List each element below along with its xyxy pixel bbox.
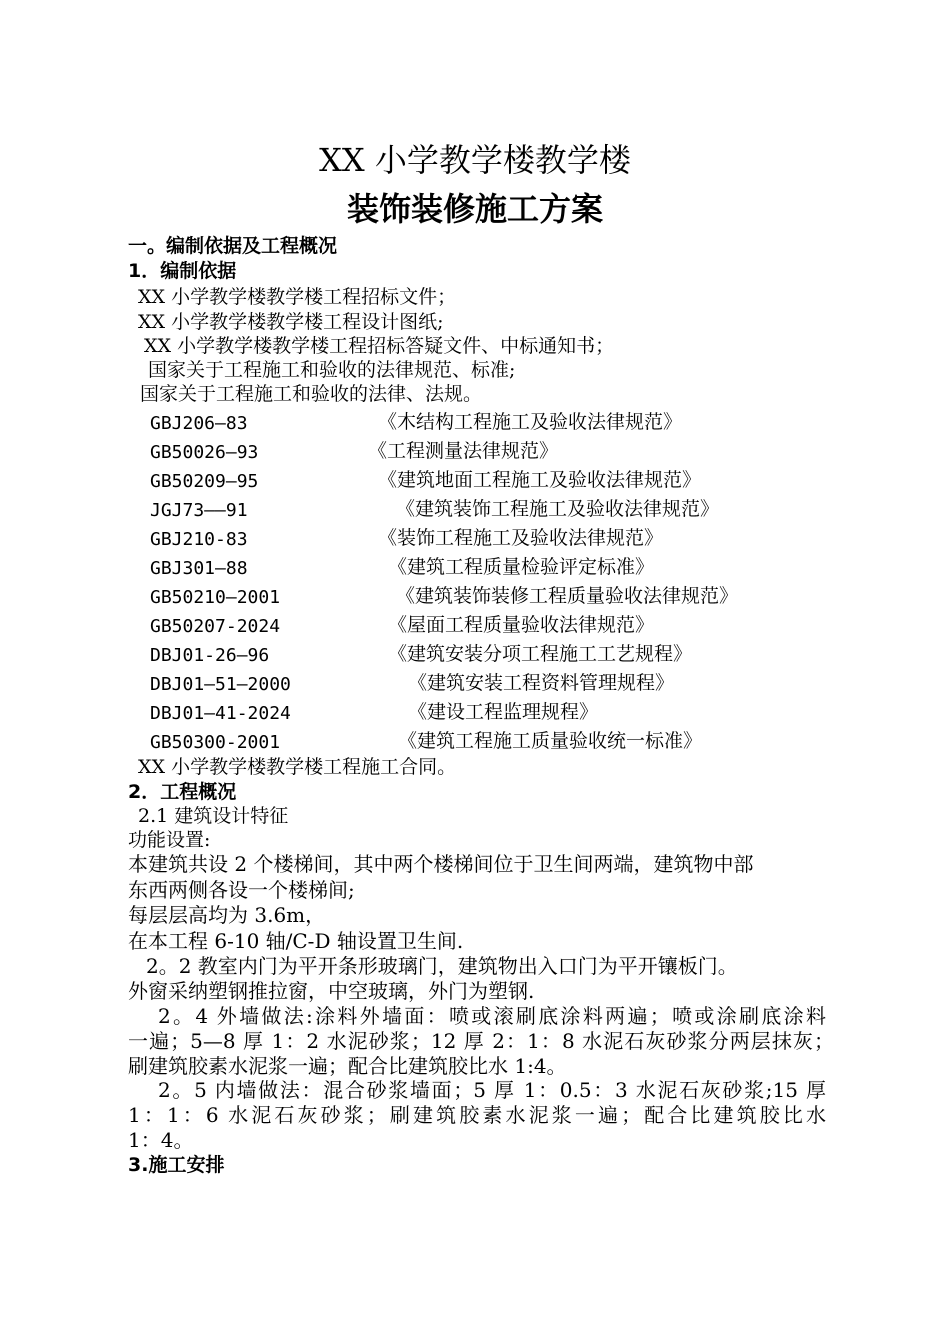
standard-code: GB50026—93 (150, 442, 259, 463)
function-label: 功能设置: (128, 829, 211, 851)
subsection-heading-arrangement: 3.施工安排 (128, 1154, 225, 1176)
standard-code: GB50300-2001 (150, 732, 281, 753)
paragraph-outer-wall-line3: 刷建筑胶素水泥浆一遍；配合比建筑胶比水 1:4。 (128, 1054, 567, 1078)
subsection-heading-overview: 2．工程概况 (128, 781, 237, 803)
standard-name: 《屋面工程质量验收法律规范》 (388, 614, 655, 636)
paragraph-doors: 2。2 教室内门为平开条形玻璃门，建筑物出入口门为平开镶板门。 (146, 954, 738, 978)
standard-code: GBJ206—83 (150, 413, 248, 434)
paragraph-inner-wall-line2: 1：1：6 水泥石灰砂浆；刷建筑胶素水泥浆一遍；配合比建筑胶比水 (128, 1103, 826, 1127)
standard-code: GBJ301—88 (150, 558, 248, 579)
standard-code: GB50210—2001 (150, 587, 281, 608)
document-title-line1: XX 小学教学楼教学楼 (319, 141, 631, 179)
paragraph-toilet: 在本工程 6-10 轴/C-D 轴设置卫生间. (128, 929, 464, 953)
standard-name: 《工程测量法律规范》 (368, 440, 559, 462)
standard-code: DBJ01-26—96 (150, 645, 270, 666)
basis-item: XX 小学教学楼教学楼工程设计图纸; (138, 311, 444, 333)
standard-name: 《建设工程监理规程》 (408, 701, 599, 723)
standard-name: 《建筑安装工程资料管理规程》 (408, 672, 675, 694)
standard-code: DBJ01—51—2000 (150, 674, 291, 695)
standard-code: GB50209—95 (150, 471, 259, 492)
standard-name: 《建筑装饰工程施工及验收法律规范》 (396, 498, 720, 520)
standard-name: 《木结构工程施工及验收法律规范》 (378, 411, 683, 433)
basis-item: 国家关于工程施工和验收的法律规范、标准; (148, 359, 516, 381)
basis-contract: XX 小学教学楼教学楼工程施工合同。 (138, 756, 457, 778)
standard-name: 《建筑安装分项工程施工工艺规程》 (388, 643, 693, 665)
paragraph-floor-height: 每层层高均为 3.6m， (128, 903, 326, 927)
standard-code: DBJ01—41-2024 (150, 703, 291, 724)
standard-name: 《建筑地面工程施工及验收法律规范》 (378, 469, 702, 491)
paragraph-stairs-line1: 本建筑共设 2 个楼梯间，其中两个楼梯间位于卫生间两端，建筑物中部 (128, 852, 754, 876)
paragraph-windows: 外窗采纳塑钢推拉窗，中空玻璃，外门为塑钢. (128, 979, 535, 1003)
standard-code: JGJ73——91 (150, 500, 248, 521)
design-features-heading: 2.1 建筑设计特征 (138, 805, 289, 827)
paragraph-outer-wall-line2: 一遍；5—8 厚 1：2 水泥砂浆；12 厚 2：1：8 水泥石灰砂浆分两层抹灰； (128, 1029, 834, 1053)
standard-name: 《装饰工程施工及验收法律规范》 (378, 527, 664, 549)
paragraph-inner-wall-line3: 1：4。 (128, 1128, 194, 1152)
basis-item: XX 小学教学楼教学楼工程招标答疑文件、中标通知书； (144, 335, 615, 357)
basis-item: 国家关于工程施工和验收的法律、法规。 (140, 383, 483, 405)
paragraph-inner-wall-line1: 2。5 内墙做法：混合砂浆墙面；5 厚 1：0.5：3 水泥石灰砂浆;15 厚 (158, 1078, 826, 1102)
paragraph-stairs-line2: 东西两侧各设一个楼梯间; (128, 878, 355, 902)
document-title-line2: 装饰装修施工方案 (346, 190, 603, 228)
section-heading-1: 一。编制依据及工程概况 (128, 235, 338, 257)
subsection-heading-basis: 1．编制依据 (128, 260, 237, 282)
standard-name: 《建筑工程质量检验评定标准》 (388, 556, 655, 578)
standard-code: GB50207-2024 (150, 616, 281, 637)
paragraph-outer-wall-line1: 2。4 外墙做法:涂料外墙面：喷或滚刷底涂料两遍；喷或涂刷底涂料 (158, 1004, 826, 1028)
standard-name: 《建筑工程施工质量验收统一标准》 (398, 730, 703, 752)
standard-name: 《建筑装饰装修工程质量验收法律规范》 (396, 585, 739, 607)
standard-code: GBJ210-83 (150, 529, 248, 550)
basis-item: XX 小学教学楼教学楼工程招标文件； (138, 286, 457, 308)
